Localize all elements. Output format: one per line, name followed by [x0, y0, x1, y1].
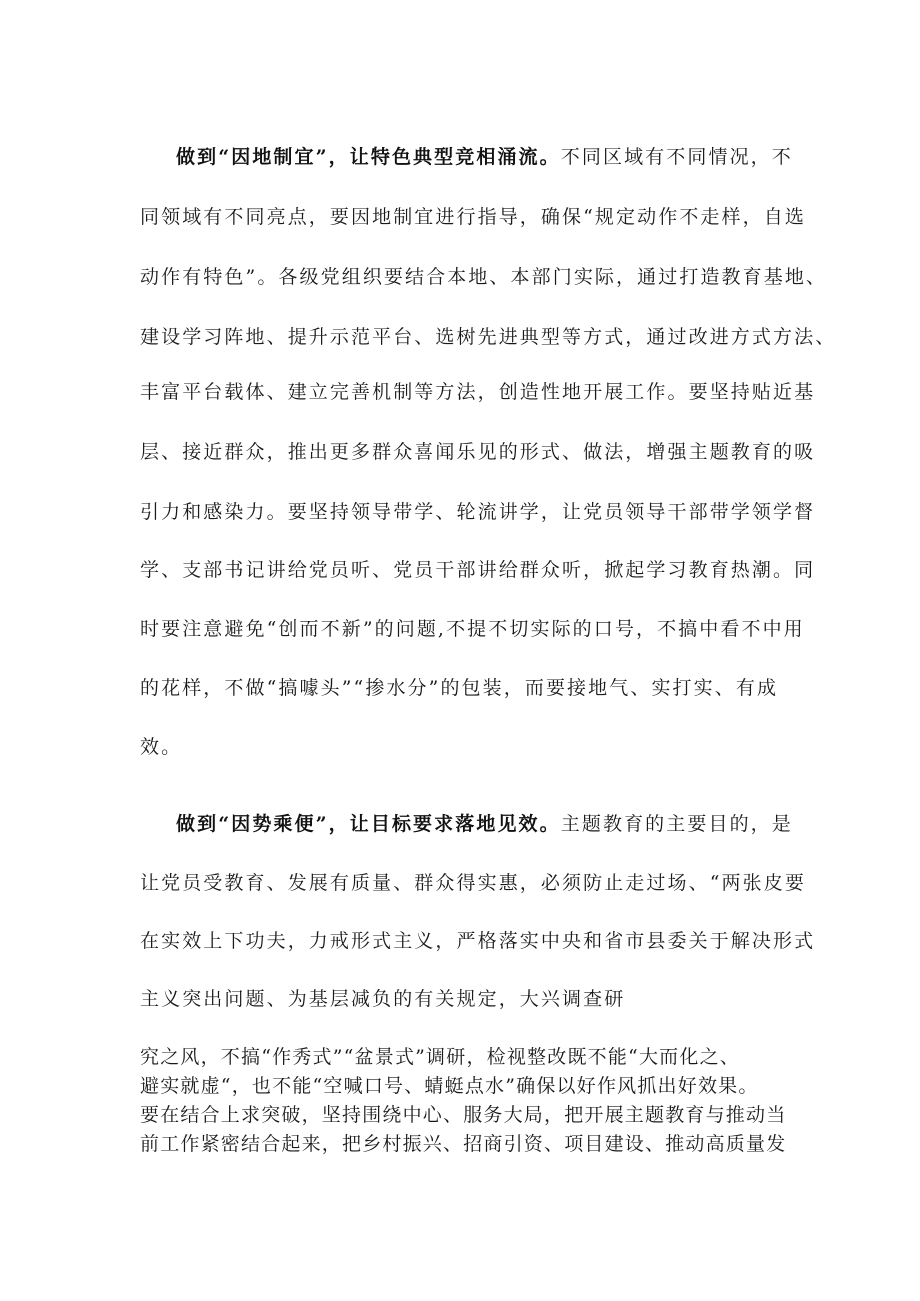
- paragraph-2-line-2: 让党员受教育、发展有质量、群众得实惠，必须防止走过场、“两张皮要: [140, 872, 806, 894]
- paragraph-2-text: 主题教育的主要目的，是: [560, 813, 793, 835]
- paragraph-3-line-2: 避实就虚“，也不能“空喊口号、蜻蜓点水”确保以好作风抓出好效果。: [140, 1075, 759, 1097]
- paragraph-1-line-1: [176, 145, 793, 169]
- paragraph-1-line-2: 同领域有不同亮点，要因地制宜进行指导，确保“规定动作不走样，自选: [140, 206, 806, 228]
- paragraph-2-heading: 做到“因势乘便”，让目标要求落地见效。: [176, 813, 561, 835]
- paragraph-2-line-1: [176, 812, 793, 836]
- paragraph-2-line-3: 在实效上下功夫，力戒形式主义，严格落实中央和省市县委关于解决形式: [140, 930, 816, 952]
- paragraph-1-line-11: 效。: [140, 736, 183, 758]
- paragraph-1-line-8: 学、支部书记讲给党员听、党员干部讲给群众听，掀起学习教育热潮。同: [140, 559, 816, 581]
- paragraph-1-line-6: 层、接近群众，推出更多群众喜闻乐见的形式、做法，增强主题教育的吸: [140, 441, 816, 463]
- paragraph-2-line-4: 主义突出问题、为基层减负的有关规定，大兴调查研: [140, 988, 626, 1010]
- paragraph-3-line-3: 要在结合上求突破，坚持围绕中心、服务大局，把开展主题教育与推动当: [140, 1104, 787, 1126]
- paragraph-1-heading: 做到“因地制宜”，让特色典型竞相涌流。: [176, 146, 561, 168]
- paragraph-3-line-4: 前工作紧密结合起来，把乡村振兴、招商引资、项目建设、推动高质量发: [140, 1133, 787, 1155]
- paragraph-3-line-1: 究之风，不搞“作秀式”“盆景式”调研，检视整改既不能“大而化之、: [140, 1046, 740, 1068]
- paragraph-1-line-7: 引力和感染力。要坚持领导带学、轮流讲学，让党员领导干部带学领学督: [140, 501, 816, 523]
- paragraph-1-line-3: 动作有特色”。各级党组织要结合本地、本部门实际，通过打造教育基地、: [140, 266, 828, 288]
- paragraph-1-line-10: 的花样，不做“搞噱头”“掺水分”的包装，而要接地气、实打实、有成: [140, 677, 779, 699]
- paragraph-1-text: 不同区域有不同情况，不: [560, 146, 793, 168]
- paragraph-1-line-5: 丰富平台载体、建立完善机制等方法，创造性地开展工作。要坚持贴近基: [140, 381, 816, 403]
- paragraph-1-line-4: 建设学习阵地、提升示范平台、选树先进典型等方式，通过改进方式方法、: [140, 326, 837, 348]
- paragraph-1-line-9: 时要注意避免“创而不新”的问题,不提不切实际的口号，不搞中看不中用: [140, 618, 805, 640]
